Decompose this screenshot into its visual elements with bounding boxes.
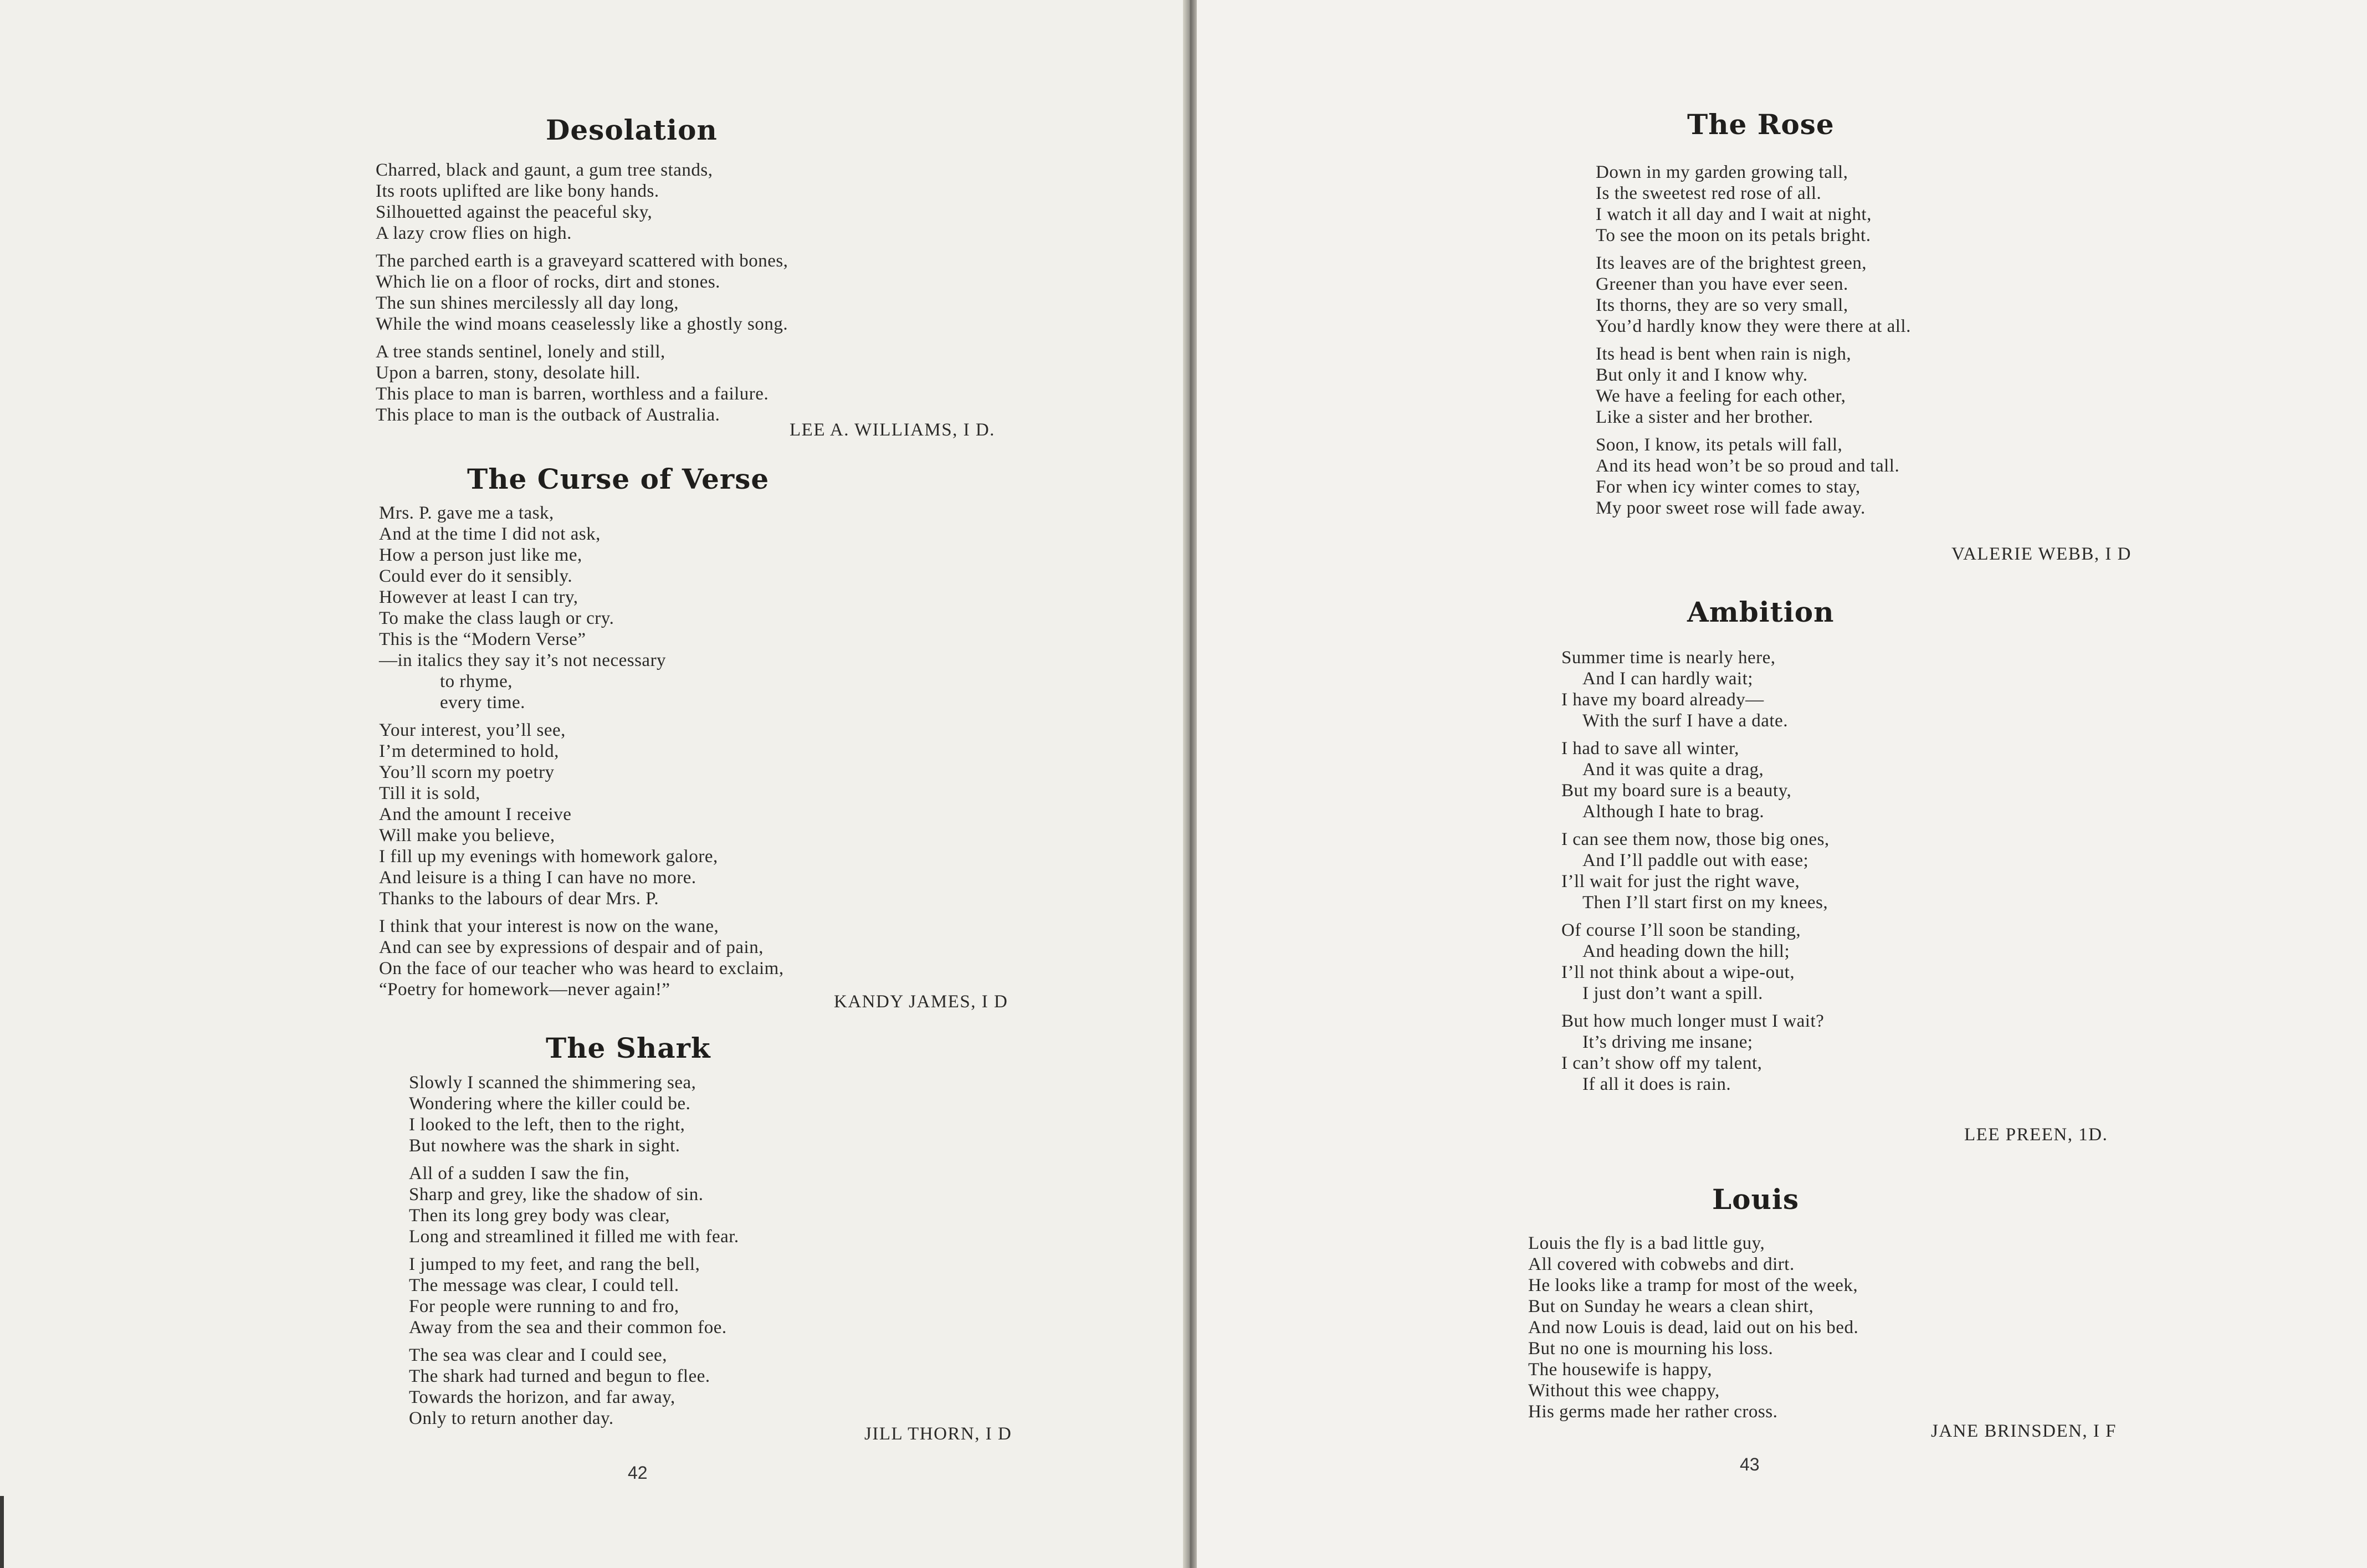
poem-line: Long and streamlined it filled me with fear. bbox=[409, 1227, 739, 1247]
stanza bbox=[1561, 647, 1830, 731]
author-credit: LEE PREEN, 1D. bbox=[1964, 1125, 2108, 1145]
poem-line: I watch it all day and I wait at night, bbox=[1596, 204, 1872, 224]
poem-line: The parched earth is a graveyard scattered with bones, bbox=[376, 251, 788, 271]
right-page bbox=[1197, 0, 2367, 1568]
poem-line: While the wind moans ceaselessly like a ghostly song. bbox=[376, 314, 788, 334]
poem-line: to rhyme, bbox=[440, 672, 513, 691]
poem-line: Only to return another day. bbox=[409, 1408, 614, 1428]
poem-line: It’s driving me insane; bbox=[1582, 1032, 1753, 1052]
stanza bbox=[1561, 1011, 1830, 1095]
poem-line: And the amount I receive bbox=[379, 805, 572, 824]
poem-line: Sharp and grey, like the shadow of sin. bbox=[409, 1185, 704, 1205]
poem-line: Till it is sold, bbox=[379, 783, 480, 803]
poem-desolation bbox=[376, 160, 788, 432]
poem-line: But on Sunday he wears a clean shirt, bbox=[1528, 1297, 1814, 1316]
poem-line: The sun shines mercilessly all day long, bbox=[376, 293, 679, 313]
poem-line: And heading down the hill; bbox=[1582, 941, 1790, 961]
poem-line: Towards the horizon, and far away, bbox=[409, 1387, 675, 1407]
stanza bbox=[409, 1254, 739, 1338]
poem-line: Upon a barren, stony, desolate hill. bbox=[376, 363, 641, 383]
poem-title-ambition: Ambition bbox=[1687, 596, 1835, 628]
stanza bbox=[409, 1163, 739, 1247]
poem-line: I looked to the left, then to the right, bbox=[409, 1115, 685, 1135]
stanza bbox=[1561, 920, 1830, 1004]
poem-line: This is the “Modern Verse” bbox=[379, 629, 586, 649]
poem-line: And I’ll paddle out with ease; bbox=[1582, 850, 1809, 870]
poem-line: Its leaves are of the brightest green, bbox=[1596, 253, 1867, 273]
poem-line: Then I’ll start first on my knees, bbox=[1582, 893, 1828, 913]
poem-line: You’d hardly know they were there at all. bbox=[1596, 316, 1911, 336]
poem-line: But only it and I know why. bbox=[1596, 365, 1808, 385]
poem-line: You’ll scorn my poetry bbox=[379, 762, 555, 782]
page-edge-shadow bbox=[0, 1496, 4, 1568]
stanza bbox=[1596, 434, 1911, 519]
stanza bbox=[1528, 1233, 1858, 1422]
stanza bbox=[409, 1072, 739, 1156]
poem-line: I just don’t want a spill. bbox=[1582, 983, 1763, 1003]
poem-line: I think that your interest is now on the wane, bbox=[379, 916, 719, 936]
poem-line: Mrs. P. gave me a task, bbox=[379, 503, 554, 523]
poem-louis bbox=[1528, 1233, 1858, 1429]
author-credit: JANE BRINSDEN, I F bbox=[1931, 1421, 2117, 1441]
poem-line: His germs made her rather cross. bbox=[1528, 1402, 1778, 1422]
poem-line: Slowly I scanned the shimmering sea, bbox=[409, 1073, 696, 1093]
poem-line: But no one is mourning his loss. bbox=[1528, 1339, 1774, 1359]
poem-line: I’m determined to hold, bbox=[379, 741, 559, 761]
poem-line: But how much longer must I wait? bbox=[1561, 1011, 1825, 1031]
poem-line: Its head is bent when rain is nigh, bbox=[1596, 344, 1852, 364]
stanza bbox=[1596, 162, 1911, 246]
stanza bbox=[1596, 344, 1911, 428]
poem-line: I’ll wait for just the right wave, bbox=[1561, 872, 1800, 891]
poem-line: Greener than you have ever seen. bbox=[1596, 274, 1848, 294]
poem-title-the-shark: The Shark bbox=[546, 1032, 711, 1064]
poem-line: I have my board already— bbox=[1561, 690, 1764, 710]
poem-line: This place to man is barren, worthless and a failure. bbox=[376, 384, 769, 404]
poem-line: The shark had turned and begun to flee. bbox=[409, 1366, 710, 1386]
author-credit: KANDY JAMES, I D bbox=[834, 992, 1008, 1012]
poem-line: Then its long grey body was clear, bbox=[409, 1206, 670, 1226]
poem-line: Will make you believe, bbox=[379, 826, 555, 846]
poem-line: Is the sweetest red rose of all. bbox=[1596, 183, 1822, 203]
poem-line: Of course I’ll soon be standing, bbox=[1561, 920, 1801, 940]
poem-line: For people were running to and fro, bbox=[409, 1297, 679, 1316]
page-number: 43 bbox=[1740, 1454, 1760, 1474]
poem-line: And leisure is a thing I can have no more. bbox=[379, 868, 696, 888]
poem-line: And now Louis is dead, laid out on his bed. bbox=[1528, 1318, 1859, 1338]
poem-line: Its roots uplifted are like bony hands. bbox=[376, 181, 659, 201]
poem-line: And can see by expressions of despair and of pain, bbox=[379, 937, 764, 957]
stanza bbox=[379, 503, 784, 713]
poem-line: And I can hardly wait; bbox=[1582, 669, 1753, 689]
poem-line: This place to man is the outback of Australia. bbox=[376, 405, 720, 425]
poem-the-rose bbox=[1596, 162, 1911, 525]
author-credit: LEE A. WILLIAMS, I D. bbox=[790, 420, 995, 440]
poem-line: The sea was clear and I could see, bbox=[409, 1345, 667, 1365]
poem-line: —in italics they say it’s not necessary bbox=[379, 650, 667, 670]
author-credit: VALERIE WEBB, I D bbox=[1951, 544, 2132, 564]
poem-line: I had to save all winter, bbox=[1561, 739, 1739, 759]
poem-line: The housewife is happy, bbox=[1528, 1360, 1712, 1380]
poem-line: Soon, I know, its petals will fall, bbox=[1596, 435, 1843, 455]
poem-line: Without this wee chappy, bbox=[1528, 1381, 1720, 1401]
author-credit: JILL THORN, I D bbox=[864, 1424, 1012, 1444]
stanza bbox=[1561, 829, 1830, 913]
poem-line: every time. bbox=[440, 693, 525, 713]
poem-line: Thanks to the labours of dear Mrs. P. bbox=[379, 889, 659, 909]
poem-line: Down in my garden growing tall, bbox=[1596, 162, 1848, 182]
poem-line: Your interest, you’ll see, bbox=[379, 720, 566, 740]
stanza bbox=[409, 1345, 739, 1429]
poem-line: I can’t show off my talent, bbox=[1561, 1053, 1763, 1073]
poem-line: To see the moon on its petals bright. bbox=[1596, 226, 1871, 245]
poem-line: “Poetry for homework—never again!” bbox=[379, 980, 670, 1000]
poem-line: Charred, black and gaunt, a gum tree stands, bbox=[376, 160, 713, 180]
poem-title-louis: Louis bbox=[1712, 1183, 1800, 1216]
poem-line: However at least I can try, bbox=[379, 587, 578, 607]
poem-line: The message was clear, I could tell. bbox=[409, 1275, 679, 1295]
poem-line: Away from the sea and their common foe. bbox=[409, 1318, 727, 1338]
poem-line: Summer time is nearly here, bbox=[1561, 648, 1776, 668]
poem-line: Louis the fly is a bad little guy, bbox=[1528, 1233, 1765, 1253]
poem-line: Although I hate to brag. bbox=[1582, 802, 1765, 822]
poem-line: Like a sister and her brother. bbox=[1596, 407, 1813, 427]
page-number: 42 bbox=[628, 1463, 648, 1483]
poem-line: A lazy crow flies on high. bbox=[376, 223, 572, 243]
poem-line: I can see them now, those big ones, bbox=[1561, 829, 1830, 849]
poem-line: But nowhere was the shark in sight. bbox=[409, 1136, 680, 1156]
stanza bbox=[379, 720, 784, 909]
poem-line: All of a sudden I saw the fin, bbox=[409, 1164, 630, 1183]
poem-line: My poor sweet rose will fade away. bbox=[1596, 498, 1866, 518]
poem-line: And it was quite a drag, bbox=[1582, 760, 1764, 780]
poem-line: How a person just like me, bbox=[379, 545, 582, 565]
poem-line: With the surf I have a date. bbox=[1582, 711, 1788, 731]
poem-title-curse-of-verse: The Curse of Verse bbox=[467, 463, 770, 495]
poem-line: For when icy winter comes to stay, bbox=[1596, 477, 1861, 497]
poem-line: Could ever do it sensibly. bbox=[379, 566, 573, 586]
poem-line: If all it does is rain. bbox=[1582, 1074, 1731, 1094]
poem-line: Its thorns, they are so very small, bbox=[1596, 295, 1848, 315]
stanza bbox=[376, 341, 788, 426]
poem-line: Which lie on a floor of rocks, dirt and stones. bbox=[376, 272, 720, 292]
stanza bbox=[379, 916, 784, 1000]
poem-the-shark bbox=[409, 1072, 739, 1436]
stanza bbox=[1561, 738, 1830, 822]
poem-line: Silhouetted against the peaceful sky, bbox=[376, 202, 653, 222]
poem-line: Wondering where the killer could be. bbox=[409, 1094, 691, 1114]
poem-line: On the face of our teacher who was heard to exclaim, bbox=[379, 959, 784, 978]
poem-line: But my board sure is a beauty, bbox=[1561, 781, 1792, 801]
poem-line: He looks like a tramp for most of the week, bbox=[1528, 1275, 1858, 1295]
poem-line: I jumped to my feet, and rang the bell, bbox=[409, 1254, 700, 1274]
poem-line: All covered with cobwebs and dirt. bbox=[1528, 1254, 1795, 1274]
stanza bbox=[376, 250, 788, 335]
stanza bbox=[1596, 253, 1911, 337]
poem-line: A tree stands sentinel, lonely and still, bbox=[376, 342, 665, 362]
book-gutter bbox=[1183, 0, 1197, 1568]
poem-line: To make the class laugh or cry. bbox=[379, 608, 614, 628]
poem-line: We have a feeling for each other, bbox=[1596, 386, 1846, 406]
stanza bbox=[376, 160, 788, 244]
poem-line: And at the time I did not ask, bbox=[379, 524, 601, 544]
poem-curse-of-verse bbox=[379, 503, 784, 1007]
poem-line: I’ll not think about a wipe-out, bbox=[1561, 962, 1795, 982]
poem-title-desolation: Desolation bbox=[546, 114, 718, 146]
poem-title-the-rose: The Rose bbox=[1687, 108, 1835, 141]
poem-line: I fill up my evenings with homework galore, bbox=[379, 847, 718, 867]
poem-line: And its head won’t be so proud and tall. bbox=[1596, 456, 1900, 476]
poem-ambition bbox=[1561, 647, 1830, 1101]
